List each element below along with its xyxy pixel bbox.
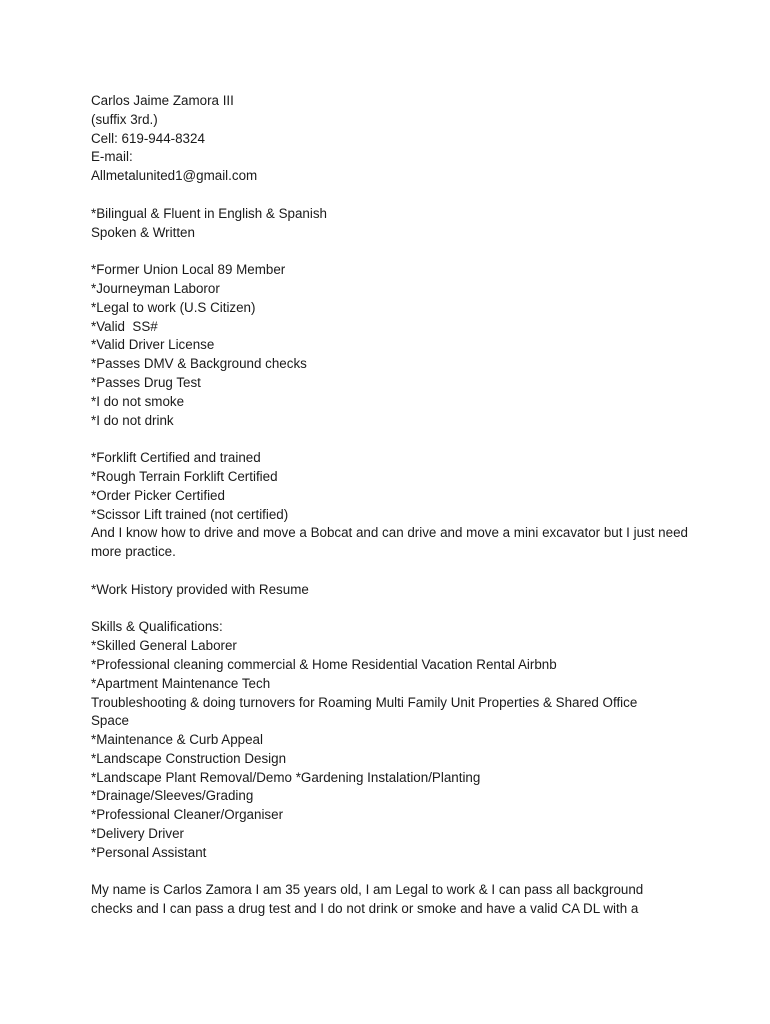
certification-item: *Forklift Certified and trained [91,450,261,466]
skill-item: *Professional cleaning commercial & Home Residential Vacation Rental Airbnb [91,656,557,672]
credential-item: *Journeyman Laboror [91,280,220,296]
equipment-note: And I know how to drive and move a Bobcat and can drive and move a mini excavator but I just need more practice. [91,525,688,560]
skill-item: *Drainage/Sleeves/Grading [91,788,254,804]
skill-item: *Professional Cleaner/Organiser [91,807,284,823]
credential-item: *Passes DMV & Background checks [91,356,307,372]
blank-line [91,600,691,619]
certification-item: *Order Picker Certified [91,487,225,503]
email-label: E-mail: [91,149,133,165]
credential-item: *Former Union Local 89 Member [91,262,286,278]
skills-heading: Skills & Qualifications: [91,619,223,635]
blank-line [91,186,691,205]
applicant-name: Carlos Jaime Zamora III [91,93,234,108]
certification-item: *Scissor Lift trained (not certified) [91,506,289,522]
language-line: *Bilingual & Fluent in English & Spanish [91,205,327,221]
skill-item: *Apartment Maintenance Tech [91,675,271,691]
blank-line [91,242,691,261]
intro-paragraph: My name is Carlos Zamora I am 35 years old, I am Legal to work & I can pass all background checks and I can pass a drug test and I do not drink or smoke and have a valid CA DL with a [91,882,644,917]
credential-item: *Passes Drug Test [91,374,201,390]
skill-item: *Landscape Construction Design [91,750,287,766]
resume-body [91,92,691,919]
blank-line [91,430,691,449]
credential-item: *I do not smoke [91,393,185,409]
credential-item: *Legal to work (U.S Citizen) [91,299,256,315]
skill-description: Troubleshooting & doing turnovers for Roaming Multi Family Unit Properties & Shared Office Space [91,694,638,729]
certification-item: *Rough Terrain Forklift Certified [91,468,278,484]
credential-item: *I do not drink [91,412,174,428]
name-suffix: (suffix 3rd.) [91,111,158,127]
email-address: Allmetalunited1@gmail.com [91,168,258,184]
skill-item: *Maintenance & Curb Appeal [91,732,263,748]
language-line: Spoken & Written [91,224,195,240]
cell-phone: Cell: 619-944-8324 [91,130,205,146]
credential-item: *Valid Driver License [91,337,215,353]
work-history-note: *Work History provided with Resume [91,581,309,597]
blank-line [91,863,691,882]
skill-item: *Skilled General Laborer [91,638,237,654]
credential-item: *Valid SS# [91,318,158,334]
blank-line [91,562,691,581]
skill-item: *Personal Assistant [91,844,207,860]
skill-item: *Delivery Driver [91,826,185,842]
skill-item: *Landscape Plant Removal/Demo *Gardening Instalation/Planting [91,769,481,785]
